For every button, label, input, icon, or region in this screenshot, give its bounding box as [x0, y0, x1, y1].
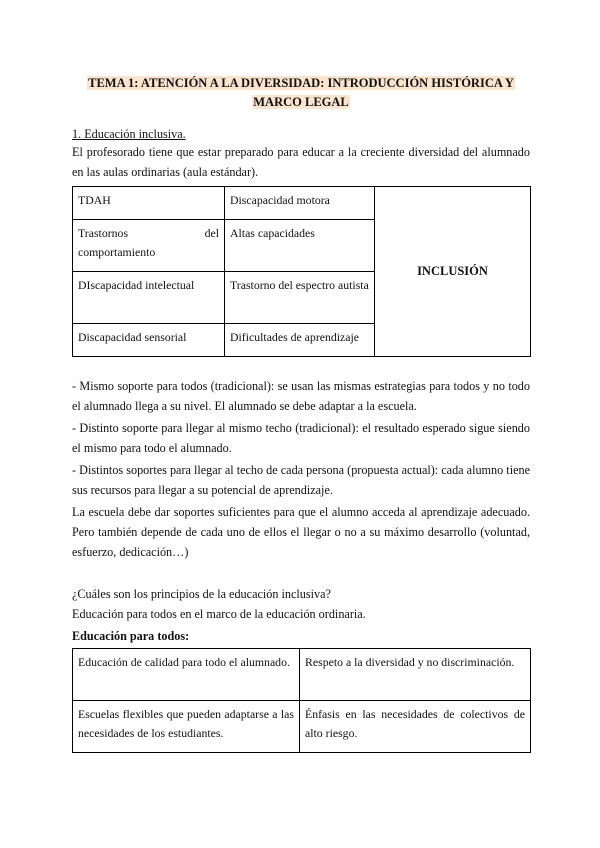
- list-item: - Distinto soporte para llegar al mismo techo (tradicional): el resultado esperado sigue siendo el mismo para todo el alumnado.: [72, 421, 530, 455]
- table-cell: Dificultades de aprendizaje: [225, 324, 375, 357]
- list-item: - Mismo soporte para todos (tradicional): se usan las mismas estrategias para todos y no todo el alumnado llega a su nivel. El alumnado se debe adaptar a la escuela.: [72, 379, 530, 413]
- closing-paragraph: La escuela debe dar soportes suficientes para que el alumno acceda al aprendizaje adecuado. Pero también depende de cada uno de ellos el llegar o no a su máximo desarrollo (voluntad, esfuerzo, dedicación…): [72, 505, 530, 559]
- answer-text: Educación para todos en el marco de la educación ordinaria.: [72, 607, 366, 621]
- table-cell: Educación de calidad para todo el alumnado.: [73, 649, 300, 701]
- table-cell: Trastorno del espectro autista: [225, 272, 375, 324]
- table-cell: TDAH: [73, 187, 225, 220]
- table-cell: Énfasis en las necesidades de colectivos de alto riesgo.: [300, 701, 531, 753]
- list-item: - Distintos soportes para llegar al techo de cada persona (propuesta actual): cada alumno tiene sus recursos para llegar a su potencial de aprendizaje.: [72, 463, 530, 497]
- table-cell: Altas capacidades: [225, 220, 375, 272]
- table-cell: Discapacidad sensorial: [73, 324, 225, 357]
- question-text: ¿Cuáles son los principios de la educación inclusiva?: [72, 587, 331, 601]
- table-cell: DIscapacidad intelectual: [73, 272, 225, 324]
- inclusion-label: INCLUSIÓN: [375, 187, 531, 357]
- table-row: [73, 701, 531, 753]
- table-cell: Discapacidad motora: [225, 187, 375, 220]
- table-row: [73, 187, 531, 220]
- diversity-table: [72, 186, 531, 357]
- section-intro: El profesorado tiene que estar preparado para educar a la creciente diversidad del alumnado en las aulas ordinarias (aula estándar).: [72, 145, 530, 179]
- document-title: [72, 74, 530, 112]
- title-line-2: MARCO LEGAL: [253, 95, 349, 109]
- principles-table: [72, 648, 531, 753]
- table-cell: Respeto a la diversidad y no discriminación.: [300, 649, 531, 701]
- table-row: [73, 649, 531, 701]
- table-cell: Trastornos del comportamiento: [73, 220, 225, 272]
- table-cell: Escuelas flexibles que pueden adaptarse a las necesidades de los estudiantes.: [73, 701, 300, 753]
- title-line-1: TEMA 1: ATENCIÓN A LA DIVERSIDAD: INTRODUCCIÓN HISTÓRICA Y: [88, 76, 514, 90]
- subheading: Educación para todos:: [72, 629, 190, 643]
- section-heading: 1. Educación inclusiva.: [72, 127, 186, 141]
